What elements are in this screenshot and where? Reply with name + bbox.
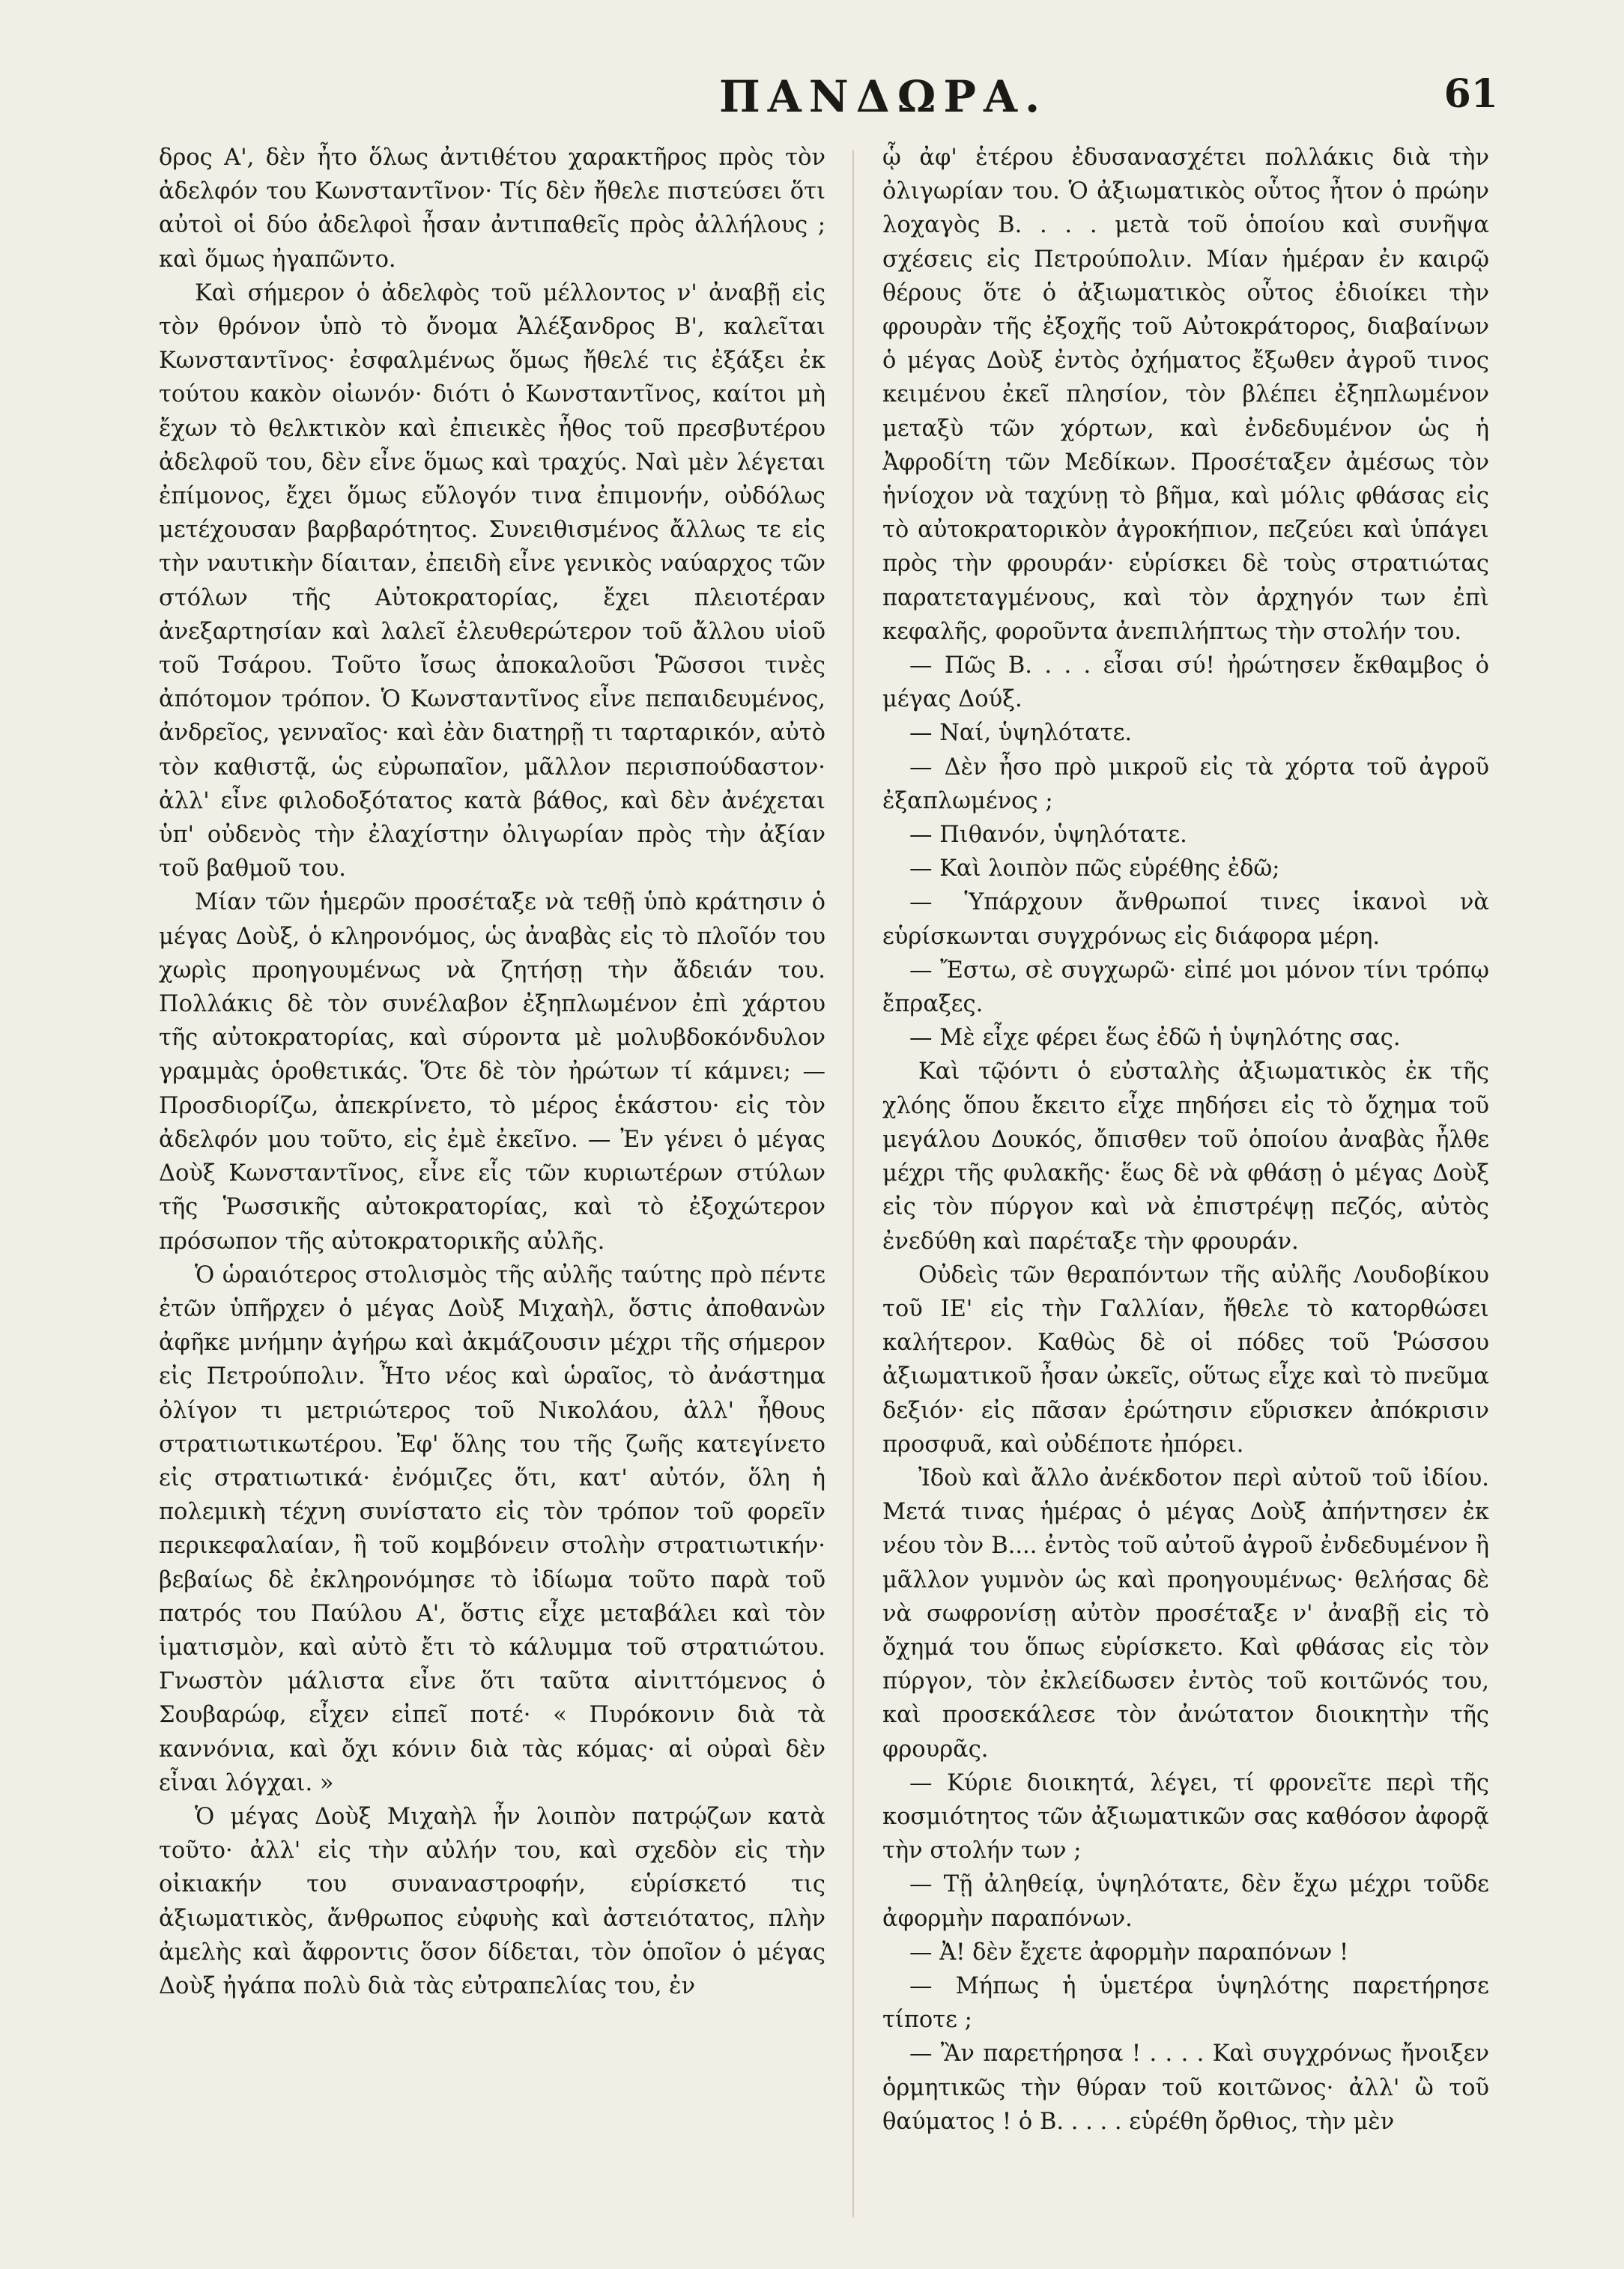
paragraph: Μίαν τῶν ἡμερῶν προσέταξε νὰ τεθῇ ὑπὸ κράτησιν ὁ μέγας Δοὺξ, ὁ κληρονόμος, ὡς ἀναβὰς εἰς τὸ πλοῖόν του χωρὶς προηγουμένως νὰ ζητήσῃ τὴν ἄδειάν του. Πολλάκις δὲ τὸν συνέλαβον ἐξηπλωμένον ἐπὶ χάρτου τῆς αὐτοκρατορίας, καὶ σύροντα μὲ μολυβδοκόνδυλον γραμμὰς ὁροθετικάς. Ὅτε δὲ τὸν ἠρώτων τί κάμνει; — Προσδιορίζω, ἀπεκρίνετο, τὸ μέρος ἑκάστου· εἰς τὸν ἀδελφόν μου τοῦτο, εἰς ἐμὲ ἐκεῖνο. — Ἐν γένει ὁ μέγας Δοὺξ Κωνσταντῖνος, εἶνε εἷς τῶν κυριωτέρων στύλων τῆς Ῥωσσικῆς αὐτοκρατορίας, καὶ τὸ ἐξοχώτερον πρόσωπον τῆς αὐτοκρατορικῆς αὐλῆς. [159,889,825,1255]
paragraph: Οὐδεὶς τῶν θεραπόντων τῆς αὐλῆς Λουδοβίκου τοῦ ΙΕ' εἰς τὴν Γαλλίαν, ἤθελε τὸ κατορθώσει καλήτερον. Καθὼς δὲ οἱ πόδες τοῦ Ῥώσσου ἀξιωματικοῦ ἦσαν ὠκεῖς, οὕτως εἶχε καὶ τὸ πνεῦμα δεξιόν· εἰς πᾶσαν ἐρώτησιν εὕρισκεν ἀπόκρισιν προσφυᾶ, καὶ οὐδέποτε ἠπόρει. [882,1261,1489,1458]
dialogue-line: — Κύριε διοικητά, λέγει, τί φρονεῖτε περὶ τῆς κοσμιότητος τῶν ἀξιωματικῶν σας καθόσον ἀφορᾷ τὴν στολήν των ; [882,1769,1489,1864]
page-header [150,71,1498,131]
left-column [159,141,825,2223]
right-column [882,141,1489,2223]
running-title: ΠΑΝΔΩΡΑ. [719,71,1048,122]
dialogue-line: — Ὑπάρχουν ἄνθρωποί τινες ἱκανοὶ νὰ εὑρίσκωνται συγχρόνως εἰς διάφορα μέρη. [882,889,1489,950]
paragraph: Καὶ τῷόντι ὁ εὐσταλὴς ἀξιωματικὸς ἐκ τῆς χλόης ὅπου ἔκειτο εἶχε πηδήσει εἰς τὸ ὄχημα τοῦ μεγάλου Δουκός, ὄπισθεν τοῦ ὁποίου ἀναβὰς ἦλθε μέχρι τῆς φυλακῆς· ἕως δὲ νὰ φθάσῃ ὁ μέγας Δοὺξ εἰς τὸν πύργον καὶ νὰ ἐπιστρέψῃ πεζός, αὐτὸς ἐνεδύθη καὶ παρέταξε τὴν φρουράν. [882,1058,1489,1255]
paragraph: Ἰδοὺ καὶ ἄλλο ἀνέκδοτον περὶ αὐτοῦ τοῦ ἰδίου. Μετά τινας ἡμέρας ὁ μέγας Δοὺξ ἀπήντησεν ἐκ νέου τὸν Β.... ἐντὸς τοῦ αὐτοῦ ἀγροῦ ἐνδεδυμένον ἢ μᾶλλον γυμνὸν ὡς καὶ προηγουμένως· θελήσας δὲ νὰ σωφρονίσῃ αὐτὸν προσέταξε ν' ἀναβῇ εἰς τὸ ὄχημά του ὅπως εὑρίσκετο. Καὶ φθάσας εἰς τὸν πύργον, τὸν ἐκλείδωσεν ἐντὸς τοῦ κοιτῶνός του, καὶ προσεκάλεσε τὸν ἀνώτατον διοικητὴν τῆς φρουρᾶς. [882,1464,1489,1763]
dialogue-line: — Ἔστω, σὲ συγχωρῶ· εἰπέ μοι μόνον τίνι τρόπῳ ἔπραξες. [882,957,1489,1018]
dialogue-line: — Δὲν ἦσο πρὸ μικροῦ εἰς τὰ χόρτα τοῦ ἀγροῦ ἐξαπλωμένος ; [882,754,1489,814]
dialogue-line: — Ἂν παρετήρησα ! . . . . Καὶ συγχρόνως ἤνοιξεν ὁρμητικῶς τὴν θύραν τοῦ κοιτῶνος· ἀλλ' ὢ τοῦ θαύματος ! ὁ Β. . . . . εὑρέθη ὄρθιος, τὴν μὲν [882,2041,1489,2135]
dialogue-line: — Τῇ ἀληθείᾳ, ὑψηλότατε, δὲν ἔχω μέχρι τοῦδε ἀφορμὴν παραπόνων. [882,1871,1489,1932]
dialogue-line: — Καὶ λοιπὸν πῶς εὑρέθης ἐδῶ; [909,855,1280,882]
dialogue-line: — Μήπως ἡ ὑμετέρα ὑψηλότης παρετήρησε τίποτε ; [882,1972,1489,2034]
dialogue-line: — Πῶς Β. . . . εἶσαι σύ! ἠρώτησεν ἔκθαμβος ὁ μέγας Δούξ. [882,652,1489,713]
dialogue-line: — Ναί, ὑψηλότατε. [909,720,1133,747]
paragraph: Ὁ μέγας Δοὺξ Μιχαὴλ ἦν λοιπὸν πατρῴζων κατὰ τοῦτο· ἀλλ' εἰς τὴν αὐλήν του, καὶ σχεδὸν εἰς τὴν οἰκιακήν του συναναστροφήν, εὑρίσκετό τις ἀξιωματικὸς, ἄνθρωπος εὐφυὴς καὶ ἀστειότατος, πλὴν ἀμελὴς καὶ ἄφροντις ὅσον δίδεται, τὸν ὁποῖον ὁ μέγας Δοὺξ ἠγάπα πολὺ διὰ τὰς εὐτραπελίας του, ἐν [159,1803,825,1999]
paragraph: Καὶ σήμερον ὁ ἀδελφὸς τοῦ μέλλοντος ν' ἀναβῇ εἰς τὸν θρόνον ὑπὸ τὸ ὄνομα Ἀλέξανδρος Β', καλεῖται Κωνσταντῖνος· ἐσφαλμένως ὅμως ἤθελέ τις ἐξάξει ἐκ τούτου κακὸν οἰωνόν· διότι ὁ Κωνσταντῖνος, καίτοι μὴ ἔχων τὸ θελκτικὸν καὶ ἐπιεικὲς ἦθος τοῦ πρεσβυτέρου ἀδελφοῦ του, δὲν εἶνε ὅμως καὶ τραχύς. Ναὶ μὲν λέγεται ἐπίμονος, ἔχει ὅμως εὔλογόν τινα ἐπιμονήν, οὐδόλως μετέχουσαν βαρβαρότητος. Συνειθισμένος ἄλλως τε εἰς τὴν ναυτικὴν δίαιταν, ἐπειδὴ εἶνε γενικὸς ναύαρχος τῶν στόλων τῆς Αὐτοκρατορίας, ἔχει πλειοτέραν ἀνεξαρτησίαν καὶ λαλεῖ ἐλευθερώτερον τοῦ ἄλλου υἱοῦ τοῦ Τσάρου. Τοῦτο ἴσως ἀποκαλοῦσι Ῥῶσσοι τινὲς ἀπότομον τρόπον. Ὁ Κωνσταντῖνος εἶνε πεπαιδευμένος, ἀνδρεῖος, γενναῖος· καὶ ἐὰν διατηρῇ τι ταρταρικόν, αὐτὸ τὸν καθιστᾷ, ὡς εὐρωπαῖον, μᾶλλον περισπούδαστον· ἀλλ' εἶνε φιλοδοξότατος κατὰ βάθος, καὶ δὲν ἀνέχεται ὑπ' οὐδενὸς τὴν ἐλαχίστην ὀλιγωρίαν πρὸς τὴν ἀξίαν τοῦ βαθμοῦ του. [159,279,825,882]
page-number: 61 [1443,71,1498,117]
paragraph: Ὁ ὡραιότερος στολισμὸς τῆς αὐλῆς ταύτης πρὸ πέντε ἐτῶν ὑπῆρχεν ὁ μέγας Δοὺξ Μιχαὴλ, ὅστις ἀποθανὼν ἀφῆκε μνήμην ἀγήρω καὶ ἀκμάζουσιν μέχρι τῆς σήμερον εἰς Πετρούπολιν. Ἦτο νέος καὶ ὡραῖος, τὸ ἀνάστημα ὀλίγον τι μετριώτερος τοῦ Νικολάου, ἀλλ' ἦθους στρατιωτικωτέρου. Ἐφ' ὅλης του τῆς ζωῆς κατεγίνετο εἰς στρατιωτικά· ἐνόμιζες ὅτι, κατ' αὐτόν, ὅλη ἡ πολεμικὴ τέχνη συνίστατο εἰς τὸν τρόπον τοῦ φορεῖν περικεφαλαίαν, ἢ τοῦ κομβόνειν στολὴν στρατιωτικήν· βεβαίως δὲ ἐκληρονόμησε τὸ ἰδίωμα τοῦτο παρὰ τοῦ πατρός του Παύλου Α', ὅστις εἶχε μεταβάλει καὶ τὸν ἱματισμὸν, καὶ αὐτὸ ἔτι τὸ κάλυμμα τοῦ στρατιώτου. Γνωστὸν μάλιστα εἶνε ὅτι ταῦτα αἰνιττόμενος ὁ Σουβαρώφ, εἶχεν εἰπεῖ ποτέ· « Πυρόκονιν διὰ τὰ καννόνια, καὶ ὄχι κόνιν διὰ τὰς κόμας· αἱ οὐραὶ δὲν εἶναι λόγχαι. » [159,1261,825,1796]
dialogue-line: — Πιθανόν, ὑψηλότατε. [909,822,1187,849]
dialogue-line: — Ἀ! δὲν ἔχετε ἀφορμὴν παραπόνων ! [909,1939,1349,1966]
dialogue-line: — Μὲ εἶχε φέρει ἕως ἐδῶ ἡ ὑψηλότης σας. [909,1025,1401,1052]
column-gutter [852,150,854,2217]
paragraph: δρος Α', δὲν ἦτο ὅλως ἀντιθέτου χαρακτῆρος πρὸς τὸν ἀδελφόν του Κωνσταντῖνον· Τίς δὲν ἤθελε πιστεύσει ὅτι αὐτοὶ οἱ δύο ἀδελφοὶ ἦσαν ἀντιπαθεῖς πρὸς ἀλλήλους ; καὶ ὅμως ἠγαπῶντο. [159,145,825,273]
paragraph: ᾧ ἀφ' ἑτέρου ἐδυσανασχέτει πολλάκις διὰ τὴν ὀλιγωρίαν του. Ὁ ἀξιωματικὸς οὗτος ἦτον ὁ πρώην λοχαγὸς Β. . . . μετὰ τοῦ ὁποίου καὶ συνῆψα σχέσεις εἰς Πετρούπολιν. Μίαν ἡμέραν ἐν καιρῷ θέρους ὅτε ὁ ἀξιωματικὸς οὗτος ἐδιοίκει τὴν φρουρὰν τῆς ἐξοχῆς τοῦ Αὐτοκράτορος, διαβαίνων ὁ μέγας Δοὺξ ἐντὸς ὀχήματος ἔξωθεν ἀγροῦ τινος κειμένου ἐκεῖ πλησίον, τὸν βλέπει ἐξηπλωμένον μεταξὺ τῶν χόρτων, καὶ ἐνδεδυμένον ὡς ἡ Ἀφροδίτη τῶν Μεδίκων. Προσέταξεν ἀμέσως τὸν ἡνίοχον νὰ ταχύνῃ τὸ βῆμα, καὶ μόλις φθάσας εἰς τὸ αὐτοκρατορικὸν ἀγροκήπιον, πεζεύει καὶ ὑπάγει πρὸς τὴν φρουράν· εὑρίσκει δὲ τοὺς στρατιώτας παρατεταγμένους, καὶ τὸν ἀρχηγόν των ἐπὶ κεφαλῆς, φοροῦντα ἀνεπιλήπτως τὴν στολήν του. [882,145,1489,645]
